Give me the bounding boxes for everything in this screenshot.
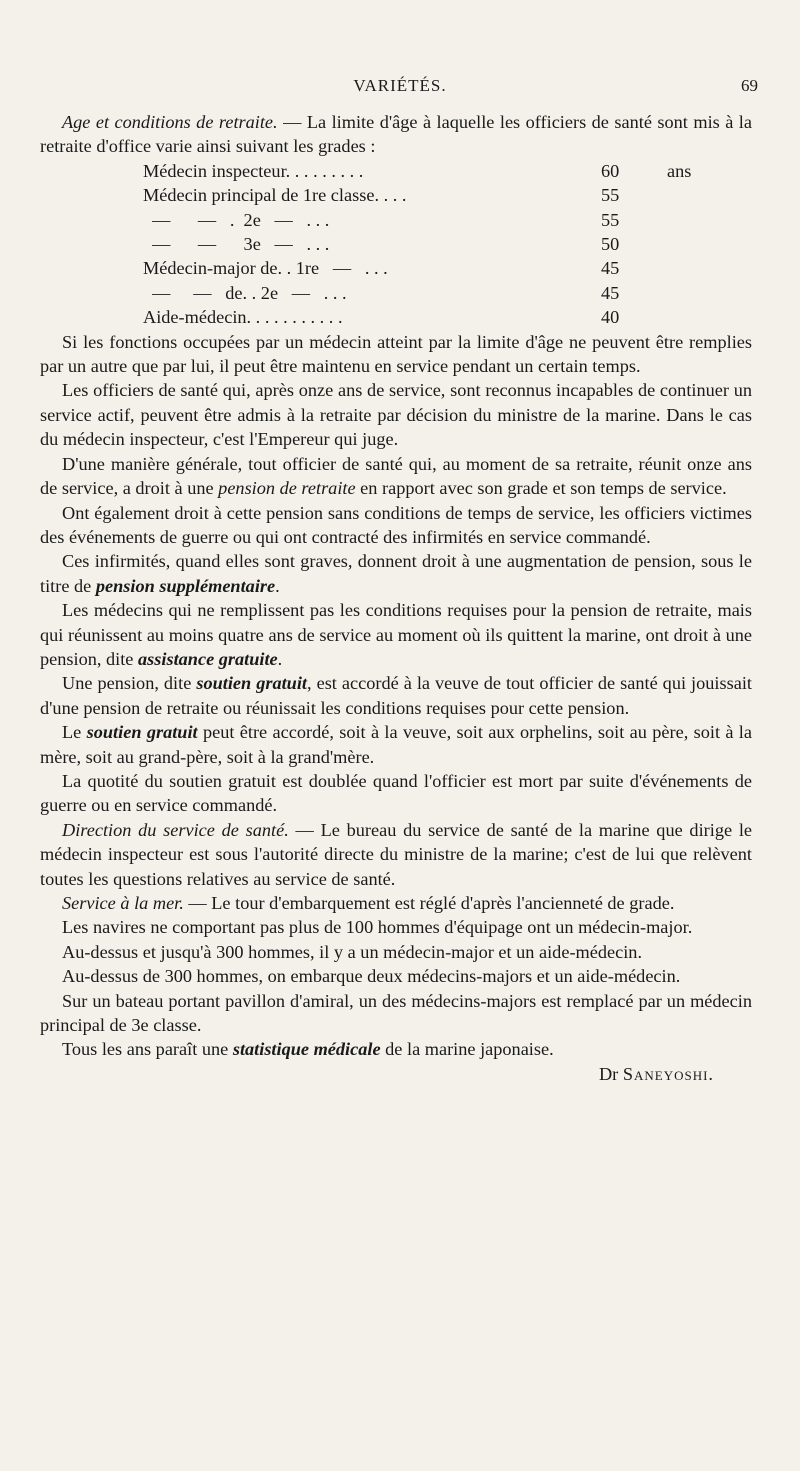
paragraph: Les officiers de santé qui, après onze ans de service, sont reconnus incapables de continuer un service actif, peuvent être admis à la retraite par décision du ministre de la marine. Dans le cas du médecin inspecteur, c'est l'Empereur qui juge.: [40, 380, 752, 450]
age-unit: ans: [667, 160, 692, 181]
grade-row: [143, 208, 691, 232]
paragraph: [40, 598, 752, 671]
text-run: Une pension, dite: [62, 673, 197, 694]
grade-name: Médecin-major de. . 1re — . . .: [143, 258, 388, 279]
page-number: 69: [741, 76, 758, 95]
retirement-age: 60: [601, 160, 620, 181]
paragraph: Au-dessus de 300 hommes, on embarque deux médecins-majors et un aide-médecin.: [62, 966, 681, 987]
emphasis: pension supplémentaire: [95, 575, 276, 596]
paragraph: Ont également droit à cette pension sans conditions de temps de service, les officiers victimes des événements de guerre ou qui ont contracté des infirmités en service commandé.: [40, 502, 752, 547]
emphasis: soutien gratuit: [196, 673, 307, 694]
paragraph: [40, 720, 752, 769]
retirement-age: 50: [601, 234, 620, 255]
text-run: D'une manière générale, tout officier de santé qui, au moment de sa retraite, réunit onze ans de service, a droit à une: [40, 453, 752, 499]
text-run: en rapport avec son grade et son temps de service.: [355, 478, 727, 499]
signature-name: Saneyoshi.: [622, 1063, 714, 1084]
grade-name: — — de. . 2e — . . .: [143, 282, 347, 303]
paragraph: Les navires ne comportant pas plus de 100 hommes d'équipage ont un médecin-major.: [62, 917, 693, 938]
grade-row: [143, 183, 691, 207]
paragraph: [40, 549, 752, 598]
text-run: de la marine japonaise.: [380, 1039, 554, 1060]
paragraph: Au-dessus et jusqu'à 300 hommes, il y a un médecin-major et un aide-médecin.: [62, 941, 643, 962]
emphasis: statistique médicale: [232, 1039, 381, 1060]
signature-title: Dr: [598, 1063, 619, 1084]
retirement-age: 55: [601, 209, 620, 230]
text-run: — Le tour d'embarquement est réglé d'après l'ancienneté de grade.: [183, 893, 675, 913]
grade-row: [143, 281, 691, 305]
text-run: peut être accordé, soit à la veuve, soit aux orphelins, soit au père, soit à la mère, soit au grand-père, soit à la grand'mère.: [40, 722, 752, 767]
section-heading-service: Service à la mer.: [62, 893, 184, 913]
retirement-age-table: [143, 159, 691, 330]
grade-row: [143, 305, 691, 329]
grade-name: Médecin inspecteur. . . . . . . . .: [143, 160, 364, 181]
paragraph: [40, 891, 752, 915]
signature: [40, 1062, 752, 1086]
text-run: , est accordé à la veuve de tout officier de santé qui jouissait d'une pension de retraite ou réunissait les conditions requises pour cette pension.: [40, 673, 752, 718]
paragraph: [40, 671, 752, 720]
text-run: Tous les ans paraît une: [62, 1039, 233, 1060]
retirement-age: 55: [601, 185, 620, 206]
section-heading-retirement: Age et conditions de retraite.: [62, 112, 278, 132]
paragraph: La quotité du soutien gratuit est doublée quand l'officier est mort par suite d'événements de guerre ou en service commandé.: [40, 770, 752, 816]
retirement-age: 40: [601, 307, 620, 328]
page-header: [0, 76, 800, 100]
paragraph: [40, 818, 752, 891]
text-run: Le: [62, 722, 87, 743]
article-body: [40, 110, 752, 1086]
grade-name: Médecin principal de 1re classe. . . .: [143, 185, 407, 206]
paragraph: [40, 452, 752, 501]
grade-name: Aide-médecin. . . . . . . . . . .: [143, 307, 343, 328]
age-unit: [661, 232, 691, 256]
age-unit: [661, 256, 691, 280]
paragraph: Si les fonctions occupées par un médecin atteint par la limite d'âge ne peuvent être remplies par un autre que par lui, il peut être maintenu en service pendant un certain temps.: [40, 331, 752, 377]
paragraph: [40, 1037, 752, 1061]
grade-row: [143, 232, 691, 256]
age-unit: [661, 305, 691, 329]
emphasis: pension de retraite: [218, 478, 356, 499]
retirement-age: 45: [601, 258, 620, 279]
age-unit: [661, 183, 691, 207]
grade-row: [143, 159, 691, 183]
text-run: — Le bureau du service de santé de la marine que dirige le médecin inspecteur est sous l'autorité directe du ministre de la marine; c'est de lui que relèvent toutes les questions relatives au service de santé.: [40, 819, 753, 889]
text-run: .: [277, 648, 283, 669]
retirement-intro: [40, 110, 752, 159]
paragraph: Sur un bateau portant pavillon d'amiral, un des médecins-majors est remplacé par un médecin principal de 3e classe.: [40, 990, 752, 1036]
emphasis: assistance gratuite: [138, 648, 278, 669]
age-unit: [661, 208, 691, 232]
age-unit: [661, 281, 691, 305]
text-run: Les médecins qui ne remplissent pas les conditions requises pour la pension de retraite, mais qui réunissent au moins quatre ans de service au moment où ils quittent la marine, ont droit à une pension, dite: [40, 600, 752, 669]
text-run: .: [275, 575, 280, 596]
emphasis: soutien gratuit: [86, 722, 198, 743]
retirement-age: 45: [601, 282, 620, 303]
grade-row: [143, 256, 691, 280]
grade-name: — — . 2e — . . .: [143, 209, 330, 230]
section-heading-direction: Direction du service de santé.: [62, 819, 289, 840]
retirement-intro-text: — La limite d'âge à laquelle les officiers de santé sont mis à la retraite d'office varie ainsi suivant les grades :: [40, 112, 752, 157]
text-run: Ces infirmités, quand elles sont graves, donnent droit à une augmentation de pension, sous le titre de: [40, 551, 752, 596]
grade-name: — — 3e — . . .: [143, 234, 330, 255]
running-title: VARIÉTÉS.: [353, 76, 447, 95]
